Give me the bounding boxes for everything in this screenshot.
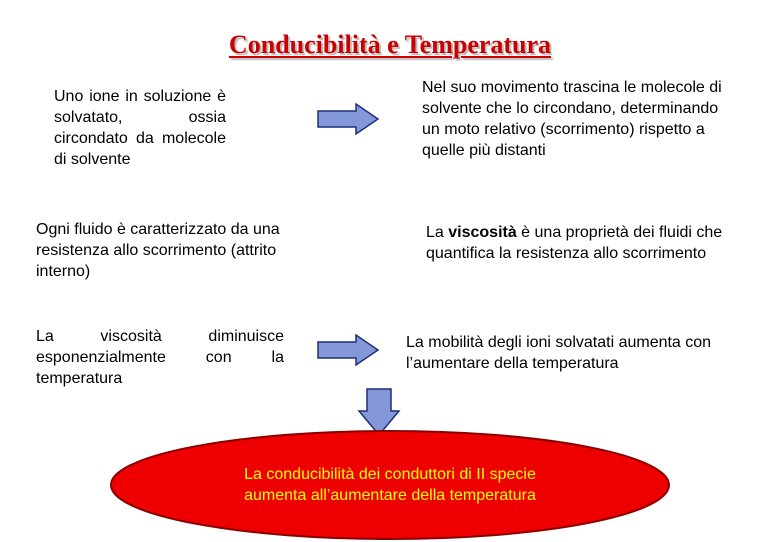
fluid-resistance-text: Ogni fluido è caratterizzato da una resistenza allo scorrimento (attrito interno) [36,221,280,280]
conclusion-text [108,464,672,506]
conclusion-line-1: La conducibilità dei conduttori di II specie [244,466,536,483]
viscosity-definition-suffix: è una proprietà dei fluidi che quantifica la resistenza allo scorrimento [426,224,723,262]
drags-solvent-text: Nel suo movimento trascina le molecole di solvente che lo circondano, determinando un moto relativo (scorrimento) rispetto a quelle più distanti [422,79,722,159]
right-arrow-icon [316,333,380,367]
viscosity-definition-prefix: La [426,224,449,241]
conclusion-line-2: aumenta all’aumentare della temperatura [244,487,536,504]
ion-solvated-text: Uno ione in soluzione è solvatato, ossia circondato da molecole di solvente [54,88,226,168]
viscosity-definition-text [426,222,731,264]
page-title: Conducibilità e Temperatura [228,30,552,59]
mobility-increase-text: La mobilità degli ioni solvatati aumenta con l’aumentare della temperatura [406,334,712,372]
viscosity-bold-term: viscosità [448,224,517,241]
viscosity-decrease-text: La viscosità diminuisce esponenzialmente con la temperatura [36,328,284,387]
right-arrow-icon [316,102,380,136]
